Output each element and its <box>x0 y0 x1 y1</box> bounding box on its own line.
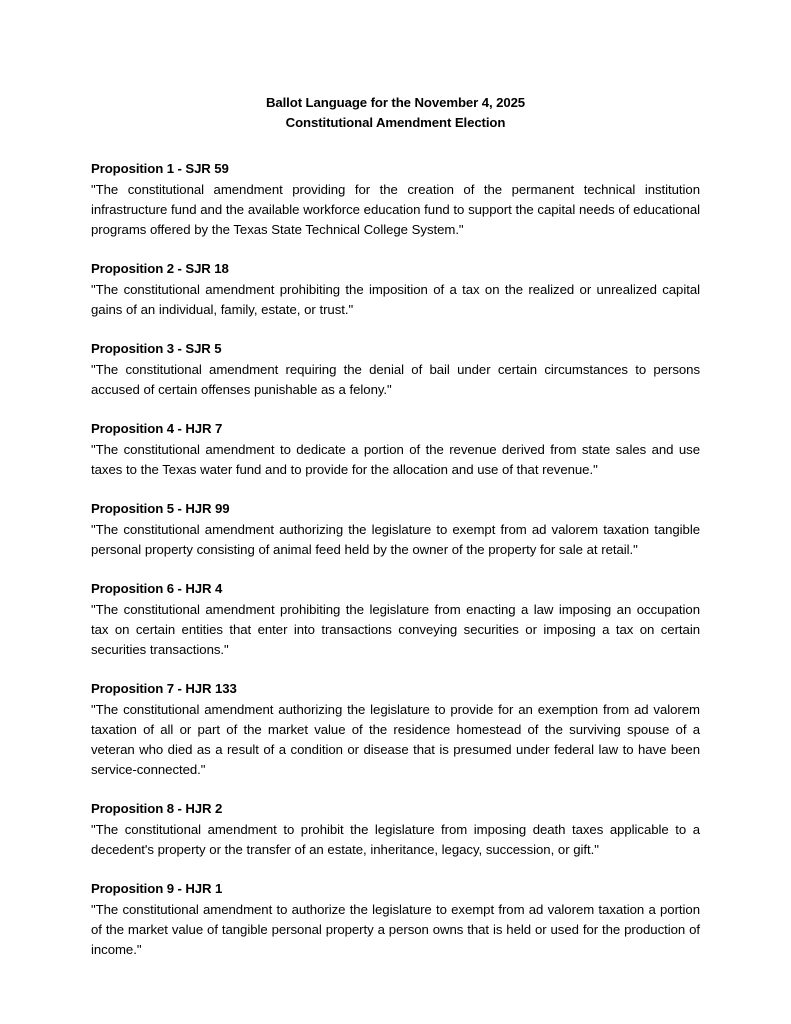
proposition-heading-9: Proposition 9 - HJR 1 <box>91 881 223 896</box>
proposition-heading-3: Proposition 3 - SJR 5 <box>91 341 222 356</box>
proposition-block-6 <box>91 579 700 660</box>
proposition-text-4: "The constitutional amendment to dedicate a portion of the revenue derived from state sales and use taxes to the Texas water fund and to provide for the allocation and use of that revenue." <box>91 442 700 477</box>
proposition-text-3: "The constitutional amendment requiring the denial of bail under certain circumstances to persons accused of certain offenses punishable as a felony." <box>91 362 700 397</box>
proposition-block-8 <box>91 799 700 860</box>
proposition-heading-8: Proposition 8 - HJR 2 <box>91 801 223 816</box>
proposition-text-1: "The constitutional amendment providing for the creation of the permanent technical institution infrastructure fund and the available workforce education fund to support the capital needs of educational programs offered by the Texas State Technical College System." <box>91 182 700 237</box>
proposition-text-9: "The constitutional amendment to authorize the legislature to exempt from ad valorem taxation a portion of the market value of tangible personal property a person owns that is held or used for the production of income." <box>91 902 700 957</box>
proposition-heading-2: Proposition 2 - SJR 18 <box>91 261 229 276</box>
proposition-block-1 <box>91 159 700 240</box>
proposition-block-9 <box>91 879 700 960</box>
page-title-line-2: Constitutional Amendment Election <box>285 115 506 130</box>
proposition-block-5 <box>91 499 700 560</box>
proposition-heading-4: Proposition 4 - HJR 7 <box>91 421 223 436</box>
proposition-heading-7: Proposition 7 - HJR 133 <box>91 681 237 696</box>
proposition-block-4 <box>91 419 700 480</box>
proposition-list <box>91 133 700 960</box>
proposition-heading-6: Proposition 6 - HJR 4 <box>91 581 223 596</box>
proposition-block-3 <box>91 339 700 400</box>
proposition-block-7 <box>91 679 700 780</box>
proposition-text-7: "The constitutional amendment authorizing the legislature to provide for an exemption from ad valorem taxation of all or part of the market value of the residence homestead of the surviving spouse of a veteran who died as a result of a condition or disease that is presumed under federal law to have been service-connected." <box>91 702 700 777</box>
page-title <box>91 0 700 133</box>
proposition-text-6: "The constitutional amendment prohibiting the legislature from enacting a law imposing an occupation tax on certain entities that enter into transactions conveying securities or imposing a tax on certain securities transactions." <box>91 602 700 657</box>
page-title-line-1: Ballot Language for the November 4, 2025 <box>265 95 526 110</box>
proposition-text-8: "The constitutional amendment to prohibit the legislature from imposing death taxes applicable to a decedent's property or the transfer of an estate, inheritance, legacy, succession, or gift." <box>91 822 700 857</box>
proposition-text-2: "The constitutional amendment prohibiting the imposition of a tax on the realized or unrealized capital gains of an individual, family, estate, or trust." <box>91 282 700 317</box>
proposition-block-2 <box>91 259 700 320</box>
proposition-text-5: "The constitutional amendment authorizing the legislature to exempt from ad valorem taxation tangible personal property consisting of animal feed held by the owner of the property for sale at retail." <box>91 522 700 557</box>
proposition-heading-1: Proposition 1 - SJR 59 <box>91 161 229 176</box>
proposition-heading-5: Proposition 5 - HJR 99 <box>91 501 230 516</box>
